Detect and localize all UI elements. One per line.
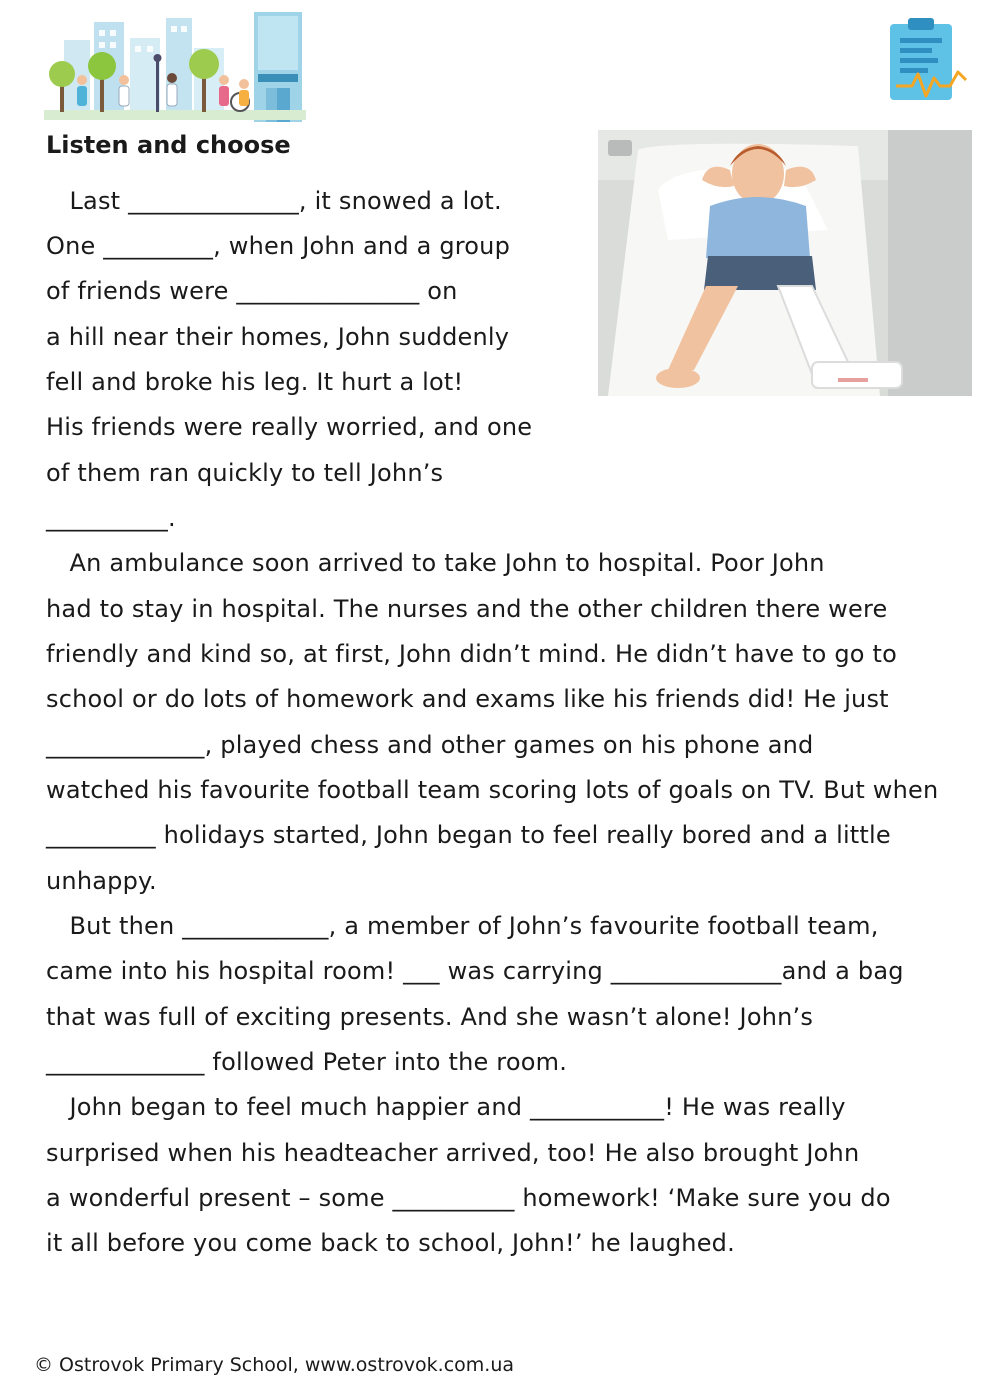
story-line: But then ____________, a member of John’s favourite football team, — [46, 912, 879, 940]
story-line: a hill near their homes, John suddenly — [46, 323, 510, 351]
story-line: _________ holidays started, John began to feel really bored and a little — [46, 821, 891, 849]
medical-clipboard-icon — [888, 16, 968, 102]
story-line: friendly and kind so, at first, John didn’t mind. He didn’t have to go to — [46, 640, 897, 668]
story-line: came into his hospital room! ___ was carrying ______________and a bag — [46, 957, 904, 985]
story-line: watched his favourite football team scoring lots of goals on TV. But when — [46, 776, 939, 804]
story-line: of them ran quickly to tell John’s — [46, 459, 444, 487]
story-line: of friends were _______________ on — [46, 277, 458, 305]
story-line: Last ______________, it snowed a lot. — [46, 187, 502, 215]
story-line: An ambulance soon arrived to take John to hospital. Poor John — [46, 549, 825, 577]
story-line: unhappy. — [46, 867, 157, 895]
story-line: One _________, when John and a group — [46, 232, 511, 260]
story-line: school or do lots of homework and exams like his friends did! He just — [46, 685, 889, 713]
story-line: fell and broke his leg. It hurt a lot! — [46, 368, 464, 396]
story-line: surprised when his headteacher arrived, too! He also brought John — [46, 1139, 860, 1167]
city-hospital-illustration — [44, 10, 306, 126]
story-line: _____________, played chess and other games on his phone and — [46, 731, 814, 759]
boy-in-hospital-bed-with-leg-cast-photo — [598, 130, 972, 396]
story-line: had to stay in hospital. The nurses and the other children there were — [46, 595, 888, 623]
story-line: His friends were really worried, and one — [46, 413, 533, 441]
story-line: __________. — [46, 504, 176, 532]
story-line: _____________ followed Peter into the room. — [46, 1048, 568, 1076]
story-line: a wonderful present – some __________ homework! ‘Make sure you do — [46, 1184, 891, 1212]
story-line: that was full of exciting presents. And she wasn’t alone! John’s — [46, 1003, 814, 1031]
worksheet-title: Listen and choose — [46, 131, 291, 159]
story-line: it all before you come back to school, John!’ he laughed. — [46, 1229, 735, 1257]
story-line: John began to feel much happier and ___________! He was really — [46, 1093, 846, 1121]
footer-copyright: © Ostrovok Primary School, www.ostrovok.com.ua — [34, 1354, 515, 1376]
